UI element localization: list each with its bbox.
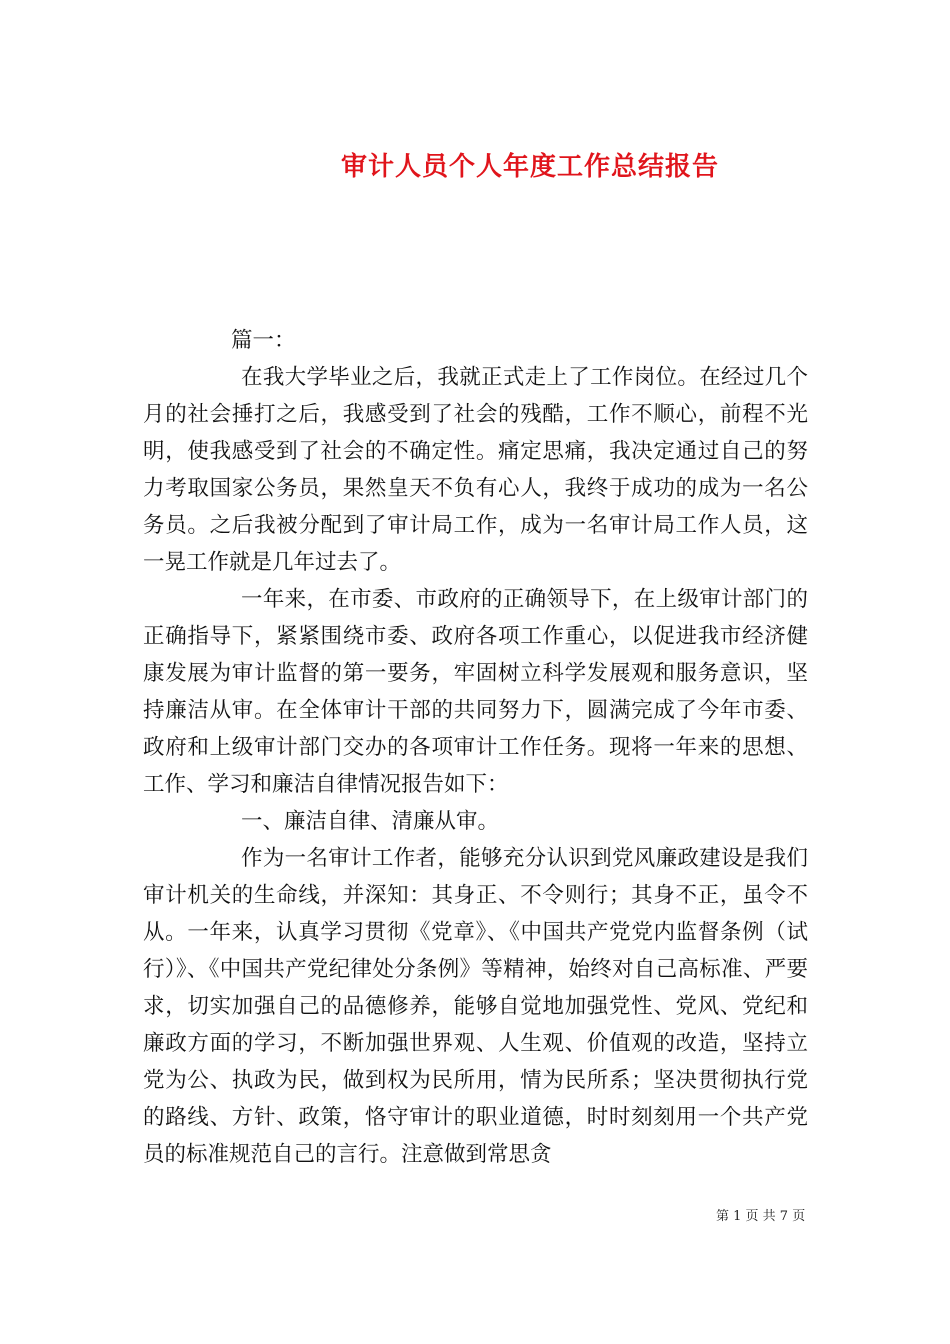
paragraph-year-summary: 一年来，在市委、市政府的正确领导下，在上级审计部门的正确指导下，紧紧围绕市委、政府各项工作重心，以促进我市经济健康发展为审计监督的第一要务，牢固树立科学发展观和服务意识，坚持廉洁从审。在全体审计干部的共同努力下，圆满完成了今年市委、政府和上级审计部门交办的各项审计工作任务。现将一年来的思想、工作、学习和廉洁自律情况报告如下：	[143, 587, 808, 797]
page-number: 第 1 页 共 7 页	[716, 1209, 806, 1224]
paragraph-integrity: 作为一名审计工作者，能够充分认识到党风廉政建设是我们审计机关的生命线，并深知：其身正、不令则行；其身不正，虽令不从。一年来，认真学习贯彻《党章》、《中国共产党党内监督条例（试行）》、《中国共产党纪律处分条例》等精神，始终对自己高标准、严要求，切实加强自己的品德修养，能够自觉地加强党性、党风、党纪和廉政方面的学习，不断加强世界观、人生观、价值观的改造，坚持立党为公、执政为民，做到权为民所用，情为民所系；坚决贯彻执行党的路线、方针、政策，恪守审计的职业道德，时时刻刻用一个共产党员的标准规范自己的言行。注意做到常思贪	[143, 846, 808, 1167]
document-title: 审计人员个人年度工作总结报告	[340, 152, 719, 183]
paragraph-intro: 在我大学毕业之后，我就正式走上了工作岗位。在经过几个月的社会捶打之后，我感受到了社会的残酷，工作不顺心，前程不光明，使我感受到了社会的不确定性。痛定思痛，我决定通过自己的努力考取国家公务员，果然皇天不负有心人，我终于成功的成为一名公务员。之后我被分配到了审计局工作，成为一名审计局工作人员，这一晃工作就是几年过去了。	[143, 365, 808, 575]
document-body	[143, 322, 808, 1173]
section-label: 篇一：	[231, 328, 296, 353]
heading-integrity: 一、廉洁自律、清廉从审。	[241, 809, 500, 834]
